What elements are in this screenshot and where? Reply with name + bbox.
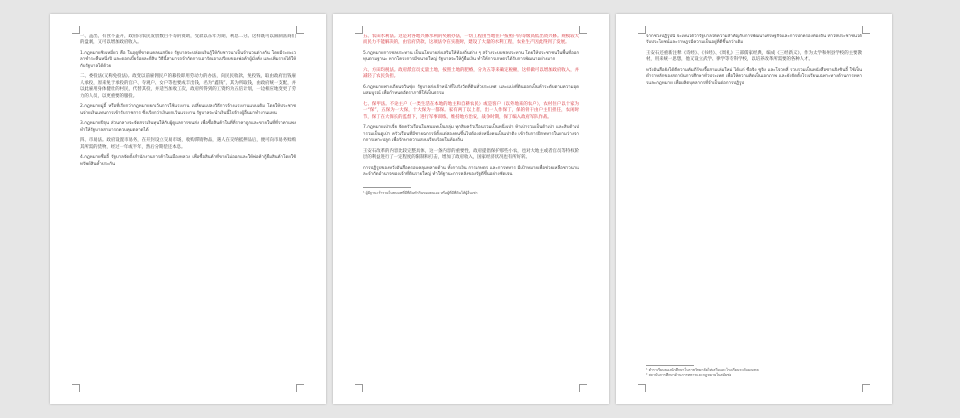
margin-mark-top-left [72, 26, 80, 34]
paragraph: 4.กฎหมายซื่ออี้ รัฐบาลจัดตั้งสำนักงานการค้าในเมืองหลวง เพื่อซื้อสินค้าที่ขายไม่ออกและให้พ่อค้ากู้ยืมสินค้าโดยใช้ทรัพย์สินค้ำประกัน [80, 155, 296, 167]
margin-mark-bottom-left [638, 384, 646, 392]
paragraph: การปฏิรูปของหวังอันสือครอบคลุมหลายด้าน ทั้งการเงิน การเกษตร และการทหาร มีเป้าหมายเพื่อช่วยเหลือชาวนาและจำกัดอำนาจของเจ้าที่ดินรายใหญ่ ทำให้ฐานะการคลังของรัฐดีขึ้นอย่างชัดเจน [363, 165, 579, 178]
paragraph: 四、市易法。政府设置市易务，在开封设立交易市场，收购滞销物品，遇人在交纳抵押品后，便可向市易务赊购其所需的货物，经过一年或半年，然后分期偿还本息。 [80, 138, 296, 150]
margin-mark-top-left [355, 26, 363, 34]
paragraph: 7.กฎหมายเป่าเจี่ย จัดครัวเรือนในชนบทเป็นกลุ่ม ทุกสิบครัวเรือนรวมเป็นหนึ่งเป่า ห้าเป่ารวมเป็นต้าเป่า และสิบต้าเป่ารวมเป็นตูเป่า ครัวเรือนที่มีชายฉกรรจ์ตั้งแต่สองคนขึ้นไปต้องส่งหนึ่งคนเป็นเป่าติง เข้ารับการฝึกทหารในยามว่างจากการเพาะปลูก เพื่อรักษาความสงบเรียบร้อยในท้องถิ่น [363, 125, 579, 144]
page-body [646, 34, 862, 382]
paragraph: 王安石改革的内容比较完整具体，这一条内容的重要性，政府提倡保护那些小农，也对大地主或者官员等特权阶层的利益进行了一定程度的限制和打击，增加了政府收入，国家经济状况也有所好转。 [363, 148, 579, 161]
paragraph: 一、盖出，有食不盖开，政府向农民发放数目不等的资助，受款以东年为期，利息二分。这样既可以限制富商们的盘剥，又可以增加政府收入。 [80, 34, 296, 46]
document-page-3 [616, 14, 892, 404]
margin-mark-top-right [862, 26, 870, 34]
paragraph: 6.กฎหมายฟางเถียนจวินซุ่ย รัฐบาลส่งเจ้าหน้าที่ไปรังวัดที่ดินทั่วประเทศ และแบ่งที่ดินออกเป็นห้าระดับตามความอุดมสมบูรณ์ เพื่อกำหนดอัตราภาษีให้เป็นธรรม [363, 85, 579, 97]
paragraph: 二、委役法(又称免役法)。政变以前雇佣民户的募役即用劳动力的办法，向民民收款，免役钱，取由政府出钱雇人承役，原来免于承役的官户、寺观户、女户等也要成丰出钱，名为“鑫钱”，其为所取钱，由政府统一支配，并以此雇用身体健壮的村民，代替其役，并适当加收工次，政府所得到的工资约为五倍计划，一边相应地变更了劳力的人员，以更重要的服役。 [80, 74, 296, 99]
margin-mark-top-right [296, 26, 304, 34]
paragraph: 3.กฎหมายปีจุน ส่วนกลางจะจัดสรรเงินทุนให้กับผู้ดูแลการขนส่ง เพื่อซื้อสินค้าในที่ที่ราคาถูกและขายในที่ที่ราคาแพง ทำให้รัฐบาลสามารถควบคุมตลาดได้ [80, 121, 296, 133]
margin-mark-bottom-right [862, 384, 870, 392]
margin-mark-bottom-left [355, 384, 363, 392]
paragraph: 五、农田水利法。这是对各地兴修水利的奖励办法，一切工程由当地住户按照户的等级高低出资兴修。规模较大而民力不能解决的，由官府贷款，这项法令在实施时，建设了大量的水利工程，农业生产因此得到了发展。 [363, 34, 579, 46]
paragraph: 2.กฎหมายมู่อี้ หรือที่เรียกว่ากฎหมายยกเว้นการใช้แรงงาน เปลี่ยนแปลงวิธีการจ้างแรงงานแบบเดิม โดยให้ประชาชนจ่ายเงินแทนการเข้ารับราชการ ซึ่งเรียกว่าเงินยกเว้นแรงงาน รัฐบาลจะนำเงินนี้ไปจ้างผู้อื่นมาทำงานแทน [80, 104, 296, 116]
footnote-separator [646, 365, 694, 366]
paragraph: 六、方田均税法。政府派官员丈量土地，按照土地的肥瘠，分为五等来确定税额，这样做可以增加政府收入，并减轻了农民负担。 [363, 68, 579, 80]
margin-mark-bottom-right [579, 384, 587, 392]
footnote: ¹ ตำราเรียนของนักศึกษาในราชวิทยาลัยไท่เสวียและโรงเรียนระดับมณฑล [646, 368, 759, 372]
paragraph: 1.กฎหมายชิงเหมี่ยว คือ ในฤดูที่ขาดแคลนเสบียง รัฐบาลจะปล่อยเงินกู้ให้กับชาวนาเป็นจำนวนต่างกัน โดยมีระยะเวลาชำระคืนหนึ่งปี และดอกเบี้ยร้อยละยี่สิบ วิธีนี้สามารถจำกัดการเอารัดเอาเปรียบของพ่อค้าผู้มั่งคั่ง และเพิ่มรายได้ให้กับรัฐบาลได้ด้วย [80, 51, 296, 69]
page-body [363, 34, 579, 382]
footnote-separator [363, 187, 411, 188]
paragraph: จากช่วงปฏิรูปนี้ จะเห็นได้ว่ารัฐบาลให้ความสำคัญกับการพัฒนาเศรษฐกิจและการปกครองท้องถิ่น ทำให้ประชาชนได้รับประโยชน์และราษฎรมีความเป็นอยู่ที่ดีขึ้นกว่าเดิม [646, 34, 862, 46]
paragraph: 5.กฎหมายการชลประทาน เป็นนโยบายส่งเสริมให้ท้องถิ่นต่าง ๆ สร้างระบบชลประทาน โดยให้ประชาชนในพื้นที่ออกทุนตามฐานะ หากโครงการมีขนาดใหญ่ รัฐบาลจะให้กู้ยืมเงิน ทำให้การเกษตรได้รับการพัฒนาอย่างมาก [363, 51, 579, 63]
margin-mark-top-right [579, 26, 587, 34]
document-page-1 [50, 14, 326, 404]
page-body [80, 34, 296, 382]
margin-mark-top-left [638, 26, 646, 34]
document-page-2 [333, 14, 609, 404]
paragraph: หวังอันสือยังได้ตีความคัมภีร์ขงจื๊อสามเล่มใหม่ ได้แก่ ซือจิง ซูจิง และโจวหลี่ รวบรวมเป็นหนังสือซานจิงซินอี้ ใช้เป็นตำราหลักของสถาบันการศึกษาทั่วประเทศ เพื่อให้ความคิดเป็นเอกภาพ และยังจัดตั้งโรงเรียนเฉพาะทางด้านการทหารและกฎหมาย เพื่อผลิตบุคลากรที่จำเป็นต่อการปฏิรูป [646, 68, 862, 86]
margin-mark-bottom-left [72, 384, 80, 392]
footnotes [646, 357, 862, 378]
paragraph: 王安石还重新注释《诗经》、《书经》、《周礼》三部儒家经典，编成《三经新义》，作为太学和州县学校的主要教材，用来统一思想，他又设立武学、律学等专科学校，以培养改革所需要的各种人才。 [646, 51, 862, 63]
footnote: ² สถาบันการศึกษาด้านการทหารและกฎหมายในสมัยซ่ง [646, 373, 732, 377]
margin-mark-bottom-right [296, 384, 304, 392]
footnote: ¹ ผู้มีฐานะร่ำรวยในชนบทที่มีที่ดินทำกินของตนเอง หรือผู้ที่มีที่ดินให้ผู้อื่นเช่า [363, 191, 478, 196]
paragraph: 七、保甲法。不论主户（一类生活在本地的地主和自耕农民）或是客户（以外地来的农户），农村住户以十家为一“保”，五保为一大保，十大保为一都保。家有两丁以上者，出一人作保丁，保的骨干由户主们担任，农闲时节，保丁在大保长的监督下，进行军事训练，维持地方治安，战争时期，保丁编入政府军队作战。 [363, 102, 579, 120]
